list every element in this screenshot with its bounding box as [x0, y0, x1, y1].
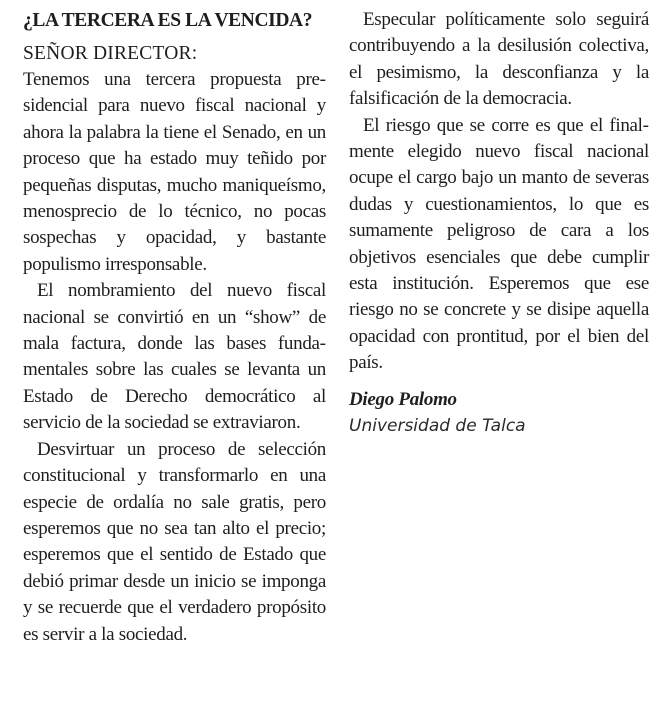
letter-headline: ¿LA TERCERA ES LA VENCIDA?: [23, 10, 313, 31]
paragraph-3: Desvirtuar un proceso de selección constitucional y transformarlo en una especie de ordalía no sale gratis, pero esperemos que no sea tan alto el precio; esperemos que el sentido de Estado que debió primar desde un inicio se imponga y se recuerde que el verdadero propósito es servir a la sociedad.: [23, 438, 326, 645]
paragraph-2: El nombramiento del nuevo fiscal nacional se convirtió en un “show” de mala factura, donde las bases fundamentales sobre las cuales se levanta un Estado de Derecho democrático al servicio de la sociedad se extraviaron.: [23, 280, 326, 434]
signature-name: Diego Palomo: [349, 388, 457, 410]
paragraph-1: Tenemos una tercera propuesta presidencial para nuevo fiscal nacional y ahora la palabra la tiene el Senado, en un proceso que ha estado muy teñido por pequeñas disputas, mucho maniqueísmo, menosprecio de lo técnico, no pocas sospechas y opacidad, y bastante populismo irresponsable.: [23, 69, 326, 275]
paragraph-5: El riesgo que se corre es que el finalmente elegido nuevo fiscal nacional ocupe el cargo bajo un manto de severas dudas y cuestionamientos, lo que es sumamente peligroso de cara a los objetivos esenciales que debe cumplir esta institución. Esperemos que ese riesgo no se concrete y se disipe aquella opacidad con prontitud, por el bien del país.: [349, 114, 649, 374]
paragraph-4: Especular políticamente solo seguirá contribuyendo a la desilusión colectiva, el pesimismo, la desconfianza y la falsificación de la democracia.: [349, 9, 649, 110]
letter-salutation: SEÑOR DIRECTOR:: [23, 43, 198, 64]
right-column: [349, 7, 649, 439]
signature-affiliation: Universidad de Talca: [349, 415, 526, 436]
left-column: [23, 7, 326, 648]
